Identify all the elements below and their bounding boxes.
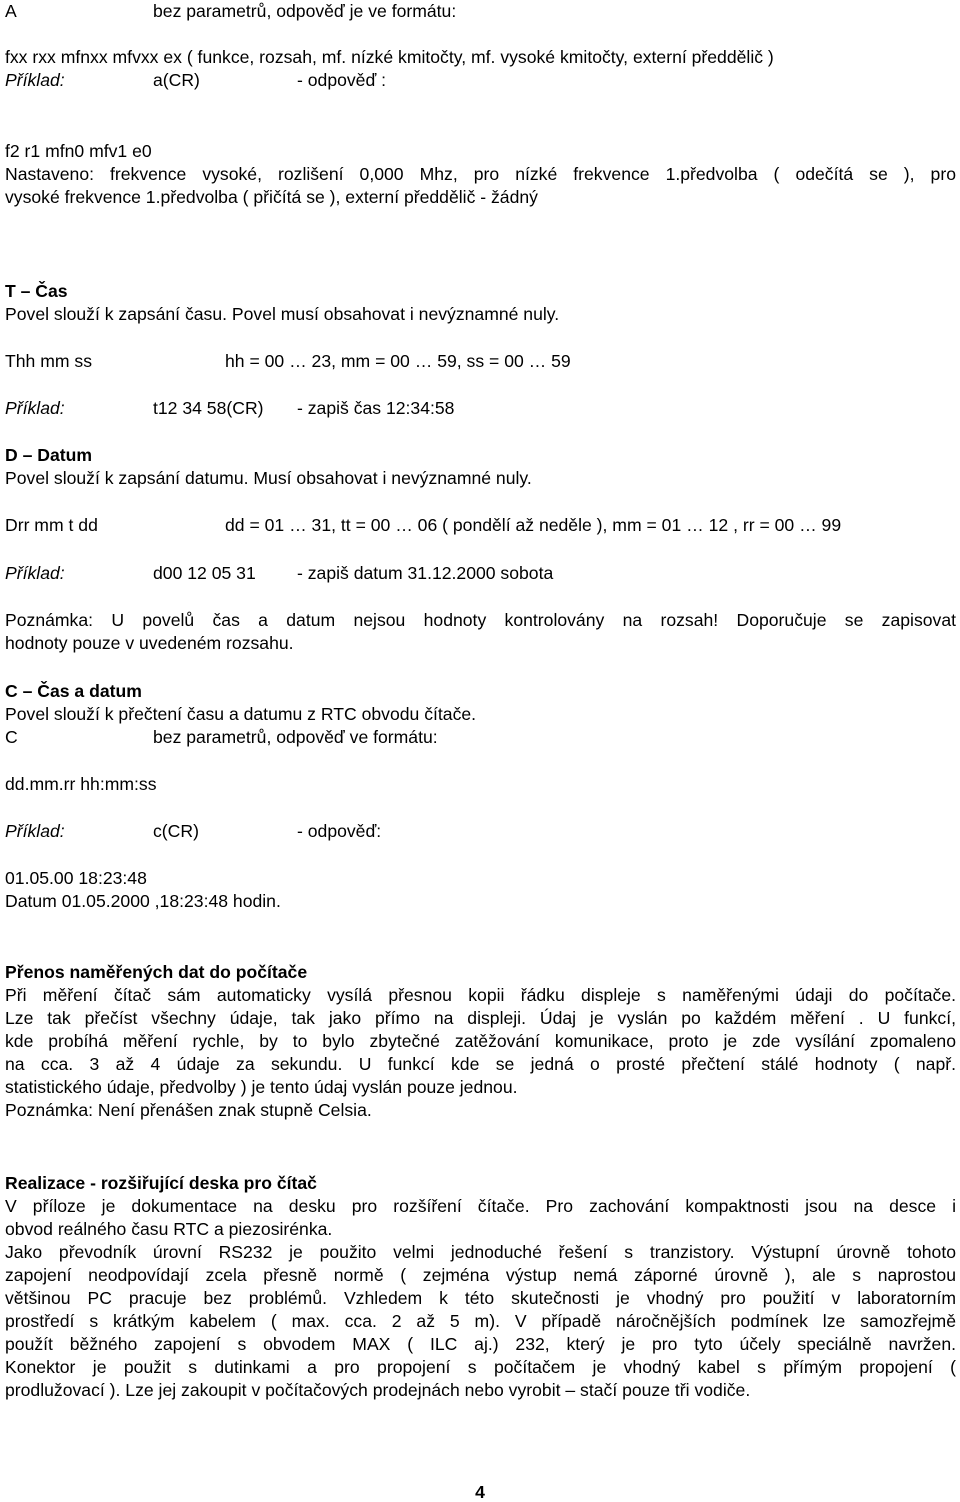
note (5, 609, 956, 655)
transfer-paragraph (5, 984, 956, 1122)
syntax-ranges: dd = 01 … 31, tt = 00 … 06 ( pondělí až neděle ), mm = 01 … 12 , rr = 00 … 99 (225, 515, 842, 535)
example-label: Příklad: (5, 563, 65, 583)
command-a-line (5, 0, 457, 23)
section-heading-cas: T – Čas (5, 281, 68, 301)
example-command: a(CR) (153, 70, 200, 90)
text-line: Konektor je použit s dutinkami a pro propojení s počítačem je vhodný kabel s přímým propojení ( (5, 1357, 956, 1377)
text-line: Jako převodník úrovní RS232 je použito velmi jednoduché řešení s tranzistory. Výstupní úrovně tohoto (5, 1242, 956, 1262)
example-line (5, 397, 455, 420)
example-label: Příklad: (5, 821, 65, 841)
text-line: většinou PC pracuje bez problémů. Vzhledem k této skutečnosti je vhodný pro použití v laboratorním (5, 1288, 956, 1308)
command-c-line (5, 726, 438, 749)
syntax: Thh mm ss (5, 351, 92, 371)
response-value: 01.05.00 18:23:48 (5, 868, 147, 888)
text-line: prodlužovací ). Lze jej zakoupit v počítačových prodejnách nebo vyrobit – stačí pouze tři vodiče. (5, 1380, 751, 1400)
syntax-line (5, 514, 842, 537)
response-format: dd.mm.rr hh:mm:ss (5, 774, 157, 794)
example-command: c(CR) (153, 821, 199, 841)
example-line (5, 820, 382, 843)
section-description: Povel slouží k zapsání datumu. Musí obsahovat i nevýznamné nuly. (5, 468, 532, 488)
example-response: - odpověď: (297, 821, 382, 841)
section-heading-realizace: Realizace - rozšiřující deska pro čítač (5, 1173, 317, 1193)
example-response: - zapiš datum 31.12.2000 sobota (297, 563, 554, 583)
section-heading-prenos: Přenos naměřených dat do počítače (5, 962, 308, 982)
page-number: 4 (475, 1482, 485, 1502)
syntax-line (5, 350, 571, 373)
command-description: bez parametrů, odpověď ve formátu: (153, 727, 438, 747)
example-command: d00 12 05 31 (153, 563, 256, 583)
example-line (5, 69, 387, 92)
text-line: Při měření čítač sám automaticky vysílá přesnou kopii řádku displeje s naměřenými údaji do počítače. (5, 985, 956, 1005)
text-line: zapojení neodpovídají zcela přesně normě ( zejména výstup nemá záporné úrovně ), ale s naprostou (5, 1265, 956, 1285)
command-letter: A (5, 1, 17, 21)
example-command: t12 34 58(CR) (153, 398, 264, 418)
example-response: - zapiš čas 12:34:58 (297, 398, 455, 418)
text-line: na cca. 3 až 4 údaje za sekundu. U funkcí kde se jedná o prosté přečtení stálé hodnoty ( např. (5, 1054, 956, 1074)
text-line: Lze tak přečíst všechny údaje, tak jako přímo na displeji. Údaj je vyslán po každém měření . U funkcí, (5, 1008, 956, 1028)
section-description: Povel slouží k přečtení času a datumu z RTC obvodu čítače. (5, 704, 477, 724)
response-explanation: Datum 01.05.2000 ,18:23:48 hodin. (5, 891, 281, 911)
text-line: obvod reálného času RTC a piezosirénka. (5, 1219, 333, 1239)
text-line: kde probíhá měření rychle, by to bylo zbytečné zatěžování komunikace, proto je zde vysílání zpomaleno (5, 1031, 956, 1051)
command-letter: C (5, 727, 18, 747)
section-description: Povel slouží k zapsání času. Povel musí obsahovat i nevýznamné nuly. (5, 304, 560, 324)
command-description: bez parametrů, odpověď je ve formátu: (153, 1, 457, 21)
text-line: použít běžného zapojení s obvodem MAX ( ILC aj.) 232, který je pro tyto účely speciálně navržen. (5, 1334, 956, 1354)
syntax: Drr mm t dd (5, 515, 98, 535)
example-label: Příklad: (5, 70, 65, 90)
text-line: V příloze je dokumentace na desku pro rozšíření čítače. Pro zachování kompaktnosti jsou na desce i (5, 1196, 956, 1216)
text-line: prostředí s krátkým kabelem ( max. cca. 2 až 5 m). V případě náročnějších podmínek lze samozřejmě (5, 1311, 956, 1331)
syntax-ranges: hh = 00 … 23, mm = 00 … 59, ss = 00 … 59 (225, 351, 571, 371)
example-response: - odpověď : (297, 70, 387, 90)
section-heading-cas-a-datum: C – Čas a datum (5, 681, 142, 701)
text-line: statistického údaje, předvolby ) je tento údaj vyslán pouze jednou. (5, 1077, 518, 1097)
example-line (5, 562, 554, 585)
text-line: hodnoty pouze v uvedeném rozsahu. (5, 633, 294, 653)
text-line: Nastaveno: frekvence vysoké, rozlišení 0,000 Mhz, pro nízké frekvence 1.předvolba ( odečítá se ), pro (5, 164, 956, 184)
realizace-paragraph-1 (5, 1195, 956, 1241)
example-label: Příklad: (5, 398, 65, 418)
note: Poznámka: Není přenášen znak stupně Celsia. (5, 1100, 372, 1120)
text-line: vysoké frekvence 1.předvolba ( přičítá se ), externí předdělič - žádný (5, 187, 538, 207)
response-format: fxx rxx mfnxx mfvxx ex ( funkce, rozsah, mf. nízké kmitočty, mf. vysoké kmitočty, externí předdělič ) (5, 47, 774, 67)
response-value: f2 r1 mfn0 mfv1 e0 (5, 141, 152, 161)
response-explanation (5, 163, 956, 209)
text-line: Poznámka: U povelů čas a datum nejsou hodnoty kontrolovány na rozsah! Doporučuje se zapisovat (5, 610, 956, 630)
realizace-paragraph-2 (5, 1241, 956, 1402)
section-heading-datum: D – Datum (5, 445, 93, 465)
